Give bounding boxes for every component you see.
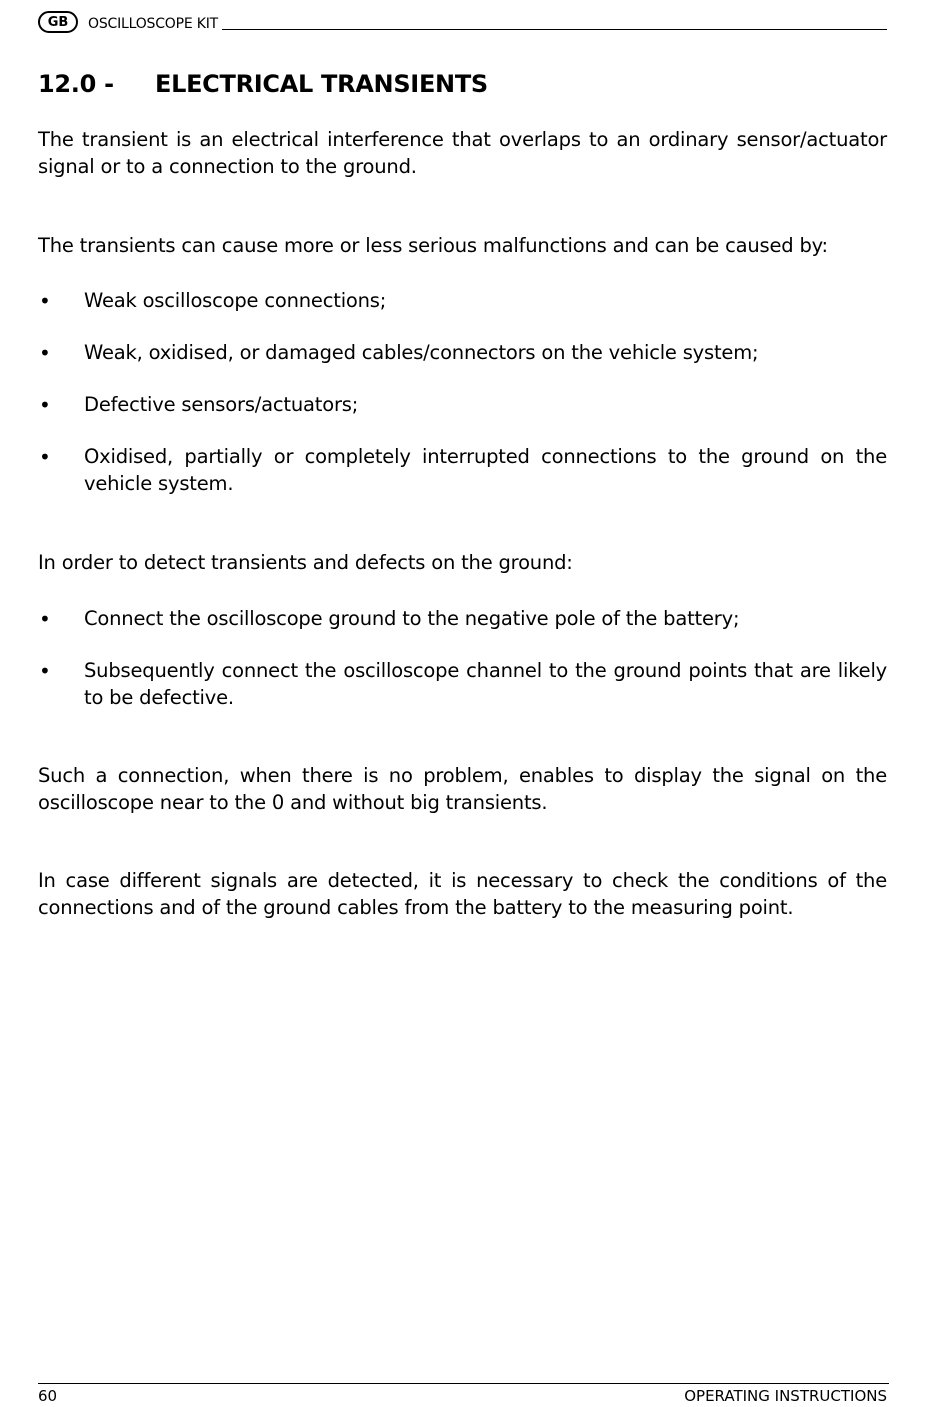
list-item <box>38 288 887 315</box>
list-item <box>38 658 887 711</box>
bullet-icon: • <box>39 289 51 313</box>
footer-rule <box>38 1383 889 1384</box>
section-title: ELECTRICAL TRANSIENTS <box>155 70 488 98</box>
result-paragraph: Such a connection, when there is no problem, enables to display the signal on the oscilloscope near to the 0 and without big transients. <box>38 764 887 814</box>
bullet-icon: • <box>39 393 51 417</box>
detect-lead-paragraph: In order to detect transients and defects on the ground: <box>38 551 573 574</box>
list-item-text: Oxidised, partially or completely interrupted connections to the ground on the vehicle system. <box>84 445 887 495</box>
causes-lead-paragraph: The transients can cause more or less serious malfunctions and can be caused by: <box>38 234 828 257</box>
section-heading <box>38 70 488 98</box>
list-item <box>38 340 887 367</box>
language-badge: GB <box>38 11 78 33</box>
conclusion-paragraph: In case different signals are detected, it is necessary to check the conditions of the connections and of the ground cables from the battery to the measuring point. <box>38 869 887 919</box>
list-item-text: Weak, oxidised, or damaged cables/connectors on the vehicle system; <box>84 341 759 364</box>
footer-label: OPERATING INSTRUCTIONS <box>684 1387 887 1405</box>
bullet-icon: • <box>39 341 51 365</box>
intro-paragraph: The transient is an electrical interference that overlaps to an ordinary sensor/actuator signal or to a connection to the ground. <box>38 128 887 178</box>
bullet-icon: • <box>39 659 51 683</box>
bullet-icon: • <box>39 607 51 631</box>
list-item <box>38 444 887 497</box>
section-number: 12.0 - <box>38 70 114 98</box>
header-rule <box>222 29 887 30</box>
page-number: 60 <box>38 1387 58 1405</box>
list-item-text: Weak oscilloscope connections; <box>84 289 387 312</box>
bullet-icon: • <box>39 445 51 469</box>
header-title: OSCILLOSCOPE KIT <box>88 16 219 32</box>
list-item <box>38 392 887 419</box>
list-item <box>38 606 887 633</box>
list-item-text: Defective sensors/actuators; <box>84 393 359 416</box>
list-item-text: Subsequently connect the oscilloscope channel to the ground points that are likely to be defective. <box>84 659 887 709</box>
list-item-text: Connect the oscilloscope ground to the negative pole of the battery; <box>84 607 740 630</box>
page-header <box>38 10 887 34</box>
